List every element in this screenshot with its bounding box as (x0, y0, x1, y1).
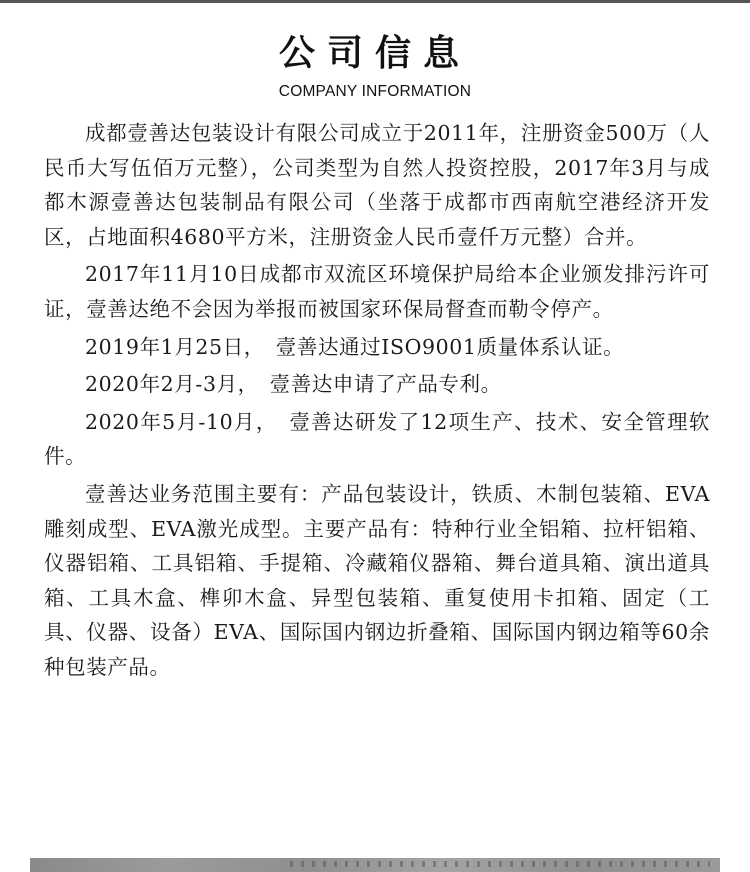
bottom-strip-texture (290, 861, 710, 867)
paragraph-patent: 2020年2月-3月， 壹善达申请了产品专利。 (85, 372, 502, 397)
company-description (44, 116, 710, 688)
paragraph-permit: 2017年11月10日成都市双流区环境保护局给本企业颁发排污许可证，壹善达绝不会因为举报而被国家环保局督查而勒令停产。 (44, 262, 710, 321)
paragraph-founding: 成都壹善达包装设计有限公司成立于2011年，注册资金500万（人民币大写伍佰万元整），公司类型为自然人投资控股，2017年3月与成都木源壹善达包装制品有限公司（坐落于成都市西南航空港经济开发区，占地面积4680平方米，注册资金人民币壹仟万元整）合并。 (44, 121, 710, 249)
paragraph-iso-certification: 2019年1月25日， 壹善达通过ISO9001质量体系认证。 (85, 334, 625, 359)
page-title: 公司信息 (278, 33, 471, 74)
paragraph-software: 2020年5月-10月， 壹善达研发了12项生产、技术、安全管理软件。 (44, 409, 710, 469)
bottom-image-strip (30, 858, 720, 872)
page-subtitle: COMPANY INFORMATION (278, 83, 472, 100)
paragraph-business-scope: 壹善达业务范围主要有：产品包装设计，铁质、木制包装箱、EVA雕刻成型、EVA激光成型。主要产品有：特种行业全铝箱、拉杆铝箱、仪器铝箱、工具铝箱、手提箱、冷藏箱仪器箱、舞台道具箱、演出道具箱、工具木盒、榫卯木盒、异型包装箱、重复使用卡扣箱、固定（工具、仪器、设备）EVA、国际国内钢边折叠箱、国际国内钢边箱等60余种包装产品。 (44, 481, 710, 679)
top-divider (0, 0, 750, 3)
